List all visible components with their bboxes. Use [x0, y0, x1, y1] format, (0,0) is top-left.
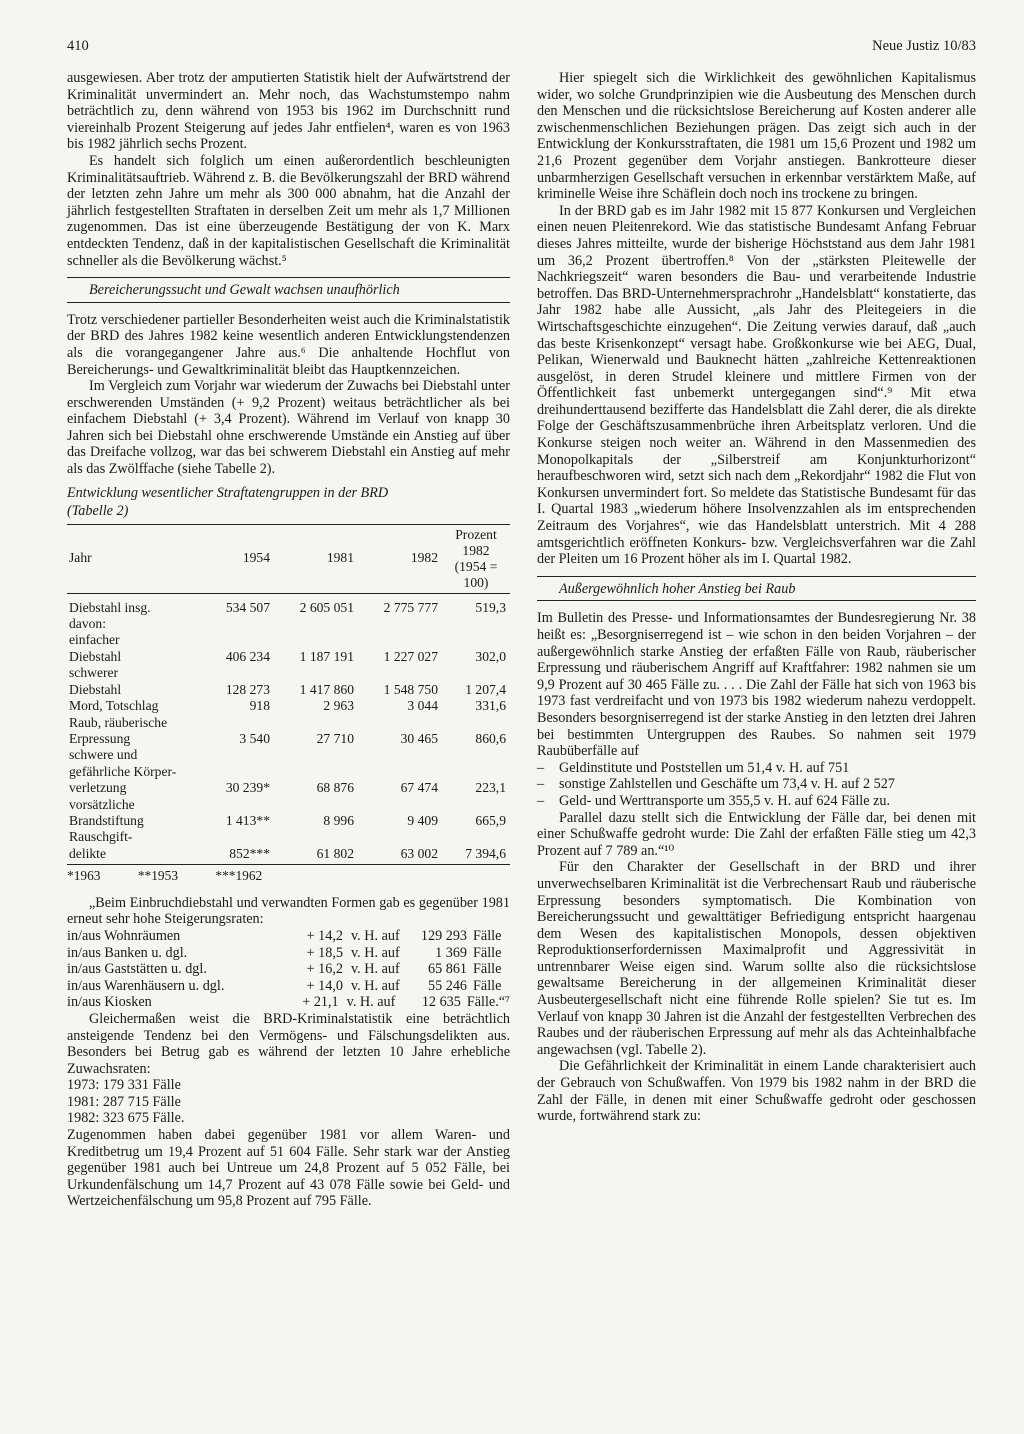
section-heading: Bereicherungssucht und Gewalt wachsen unaufhörlich — [89, 282, 400, 299]
table-cell — [184, 632, 274, 648]
table-row — [67, 829, 510, 845]
table-cell — [274, 632, 358, 648]
section-heading: Außergewöhnlich hoher Anstieg bei Raub — [559, 580, 796, 597]
paragraph: Hier spiegelt sich die Wirklichkeit des gewöhnlichen Kapitalismus wider, wo solche Grundprinzipien wie die Ausbeutung des Menschen durch den Menschen und die rücksichtslose Bereicherung auf Kosten anderer alle zwischenmenschlichen Beziehungen prägen. Das zeigt sich auch in der Entwicklung der Konkursstraftaten, die 1981 um 15,6 Prozent und 1982 um 21,6 Prozent gegenüber dem Vorjahr anstiegen. Bankrotteure dieser unbarmherzigen Gesellschaft versuchen in erkennbar verstärktem Maße, auf kriminelle Weise ihre Schäflein doch noch ins trockene zu bringen. — [537, 70, 976, 203]
table-footnote: *1963 — [67, 868, 101, 884]
list-item — [537, 793, 976, 810]
page-header — [67, 38, 976, 60]
table-cell: 9 409 — [407, 812, 438, 828]
rate-pct: + 21,1 — [302, 994, 339, 1011]
table-cell: 406 234 — [225, 648, 270, 664]
table-cell — [358, 715, 442, 731]
rate-unit: v. H. auf — [351, 927, 400, 944]
rate-cat: in/aus Wohnräumen — [67, 927, 181, 944]
table-cell: 30 465 — [400, 730, 438, 746]
table-cell: 67 474 — [400, 780, 438, 796]
table-row — [67, 797, 510, 813]
table-cell: 128 273 — [225, 681, 270, 697]
section-rule — [67, 302, 510, 303]
table-cell: 1 227 027 — [383, 648, 438, 664]
table-cell — [274, 829, 358, 845]
table-cell — [358, 829, 442, 845]
left-column — [67, 70, 510, 1210]
rate-unit: v. H. auf — [351, 944, 400, 961]
table-cell — [184, 829, 274, 845]
table-row — [67, 616, 510, 632]
table-cell: 8 996 — [323, 812, 354, 828]
row-label: vorsätzliche — [69, 796, 135, 812]
row-label: schwere und gefährliche Körper- — [69, 747, 177, 779]
table-cell: 918 — [249, 698, 270, 714]
table-header-row — [67, 524, 510, 593]
list-item-text: Geldinstitute und Poststellen um 51,4 v. H. auf 751 — [559, 759, 850, 776]
rate-cnt: 129 293 — [420, 927, 467, 944]
table-cell — [274, 616, 358, 632]
row-label: Diebstahl insg. — [69, 599, 151, 615]
table-cell: 1 413** — [225, 812, 270, 828]
right-column — [537, 70, 976, 1125]
table-cell: 665,9 — [475, 812, 506, 828]
rate-post: Fälle — [473, 961, 502, 978]
table-row — [67, 747, 510, 780]
table-row — [67, 632, 510, 648]
table-cell: 331,6 — [475, 698, 506, 714]
table-row — [67, 731, 510, 747]
rate-cat: in/aus Kiosken — [67, 994, 152, 1011]
table-cell: 68 876 — [316, 780, 354, 796]
paragraph: Für den Charakter der Gesellschaft in der BRD und ihrer unverwechselbaren Kriminalität ist die Verbrechensart Raub und räuberische Erpressung besonders symptomatisch. Die Kombination von Bereicherungssucht und gewalttätiger Befriedigung entspricht haargenau dem Wesen des kapitalistischen Monopols, dessen objektiven Reproduktionserfordernissen Maximalprofit und Aggressivität in untrennbarer Weise eigen sind. Warum sollte also die rücksichtslose gewaltsame Bereicherung in der allgemeinen Kriminalität dieser Ausbeutergesellschaft nicht eine führende Rolle spielen? Sie tut es. Im Verlauf von knapp 30 Jahren ist die Anzahl der festgestellten Verbrechen des Raubes und der räuberischen Erpressung auf mehr als das Achteinhalbfache angewachsen (vgl. Tabelle 2). — [537, 859, 976, 1058]
table-row — [67, 698, 510, 714]
table-cell: 519,3 — [475, 599, 506, 615]
rate-unit: v. H. auf — [351, 977, 400, 994]
column-header: 1981 — [274, 524, 358, 593]
table-cell — [442, 616, 510, 632]
fraud-list — [67, 1077, 510, 1127]
section-rule — [67, 277, 510, 278]
rate-post: Fälle — [473, 927, 502, 944]
paragraph: Im Vergleich zum Vorjahr war wiederum der Zuwachs bei Diebstahl unter erschwerenden Umständen (+ 9,2 Prozent) weitaus beträchtlicher als bei einfachem Diebstahl (+ 3,4 Prozent). Während im Verlauf von knapp 30 Jahren sich bei Diebstahl ohne erschwerende Umstände ein Anstieg auf über das Dreifache vollzog, war das bei schwerem Diebstahl ein Anstieg auf mehr als das Zwölffache (siehe Tabelle 2). — [67, 378, 510, 478]
rate-post: Fälle.“⁷ — [466, 994, 511, 1011]
table-cell — [358, 632, 442, 648]
row-label: Erpressung — [69, 730, 131, 746]
table-cell: 1 187 191 — [299, 648, 354, 664]
row-label: davon: — [69, 616, 106, 632]
table-cell — [274, 715, 358, 731]
rate-cat: in/aus Banken u. dgl. — [67, 944, 188, 961]
section-rule — [537, 576, 976, 577]
table-caption-number: (Tabelle 2) — [67, 502, 129, 519]
row-label: Raub, räuberische — [69, 714, 168, 730]
table-footnote: **1953 — [137, 868, 179, 884]
table-cell: 27 710 — [316, 730, 354, 746]
table-cell: 3 540 — [239, 730, 270, 746]
paragraph: Trotz verschiedener partieller Besonderheiten weist auch die Kriminalstatistik der BRD des Jahres 1982 keine wesentlich anderen Entwicklungstendenzen als die vorangegangener Jahre aus.⁶ Die anhaltende Hochflut von Bereicherungs- und Gewaltkriminalität bleibt das Hauptkennzeichen. — [67, 311, 510, 378]
rate-cat: in/aus Gaststätten u. dgl. — [67, 961, 207, 978]
table-cell — [442, 797, 510, 813]
table-row — [67, 813, 510, 829]
rate-unit: v. H. auf — [346, 994, 396, 1011]
paragraph: ausgewiesen. Aber trotz der amputierten Statistik hielt der Aufwärtstrend der Kriminalität unvermindert an. Mehr noch, das Wachstumstempo nahm beträchtlich zu, denn während von 1953 bis 1962 im Durchschnitt rund viereinhalb Prozent Steigerung auf jedes Jahr entfielen⁴, waren es von 1963 bis 1982 jährlich sechs Prozent. — [67, 70, 510, 153]
statistics-table — [67, 524, 510, 866]
row-label: schwerer — [69, 665, 119, 681]
table-cell: 1 548 750 — [383, 681, 438, 697]
table-footnotes — [67, 868, 510, 885]
dash-marker: – — [537, 776, 545, 793]
table-cell — [184, 616, 274, 632]
table-cell — [184, 797, 274, 813]
table-row — [67, 649, 510, 665]
paragraph: In der BRD gab es im Jahr 1982 mit 15 877 Konkursen und Vergleichen einen neuen Pleitenrekord. Wie das statistische Bundesamt Anfang Februar dieses Jahres mitteilte, wurde der bisherige Höchststand aus dem Jahr 1981 um 36,2 Prozent übertroffen.⁸ Von der „stärksten Pleitewelle der Nachkriegszeit“ waren besonders die Bau- und verarbeitende Industrie betroffen. Das BRD-Unternehmersprachrohr „Handelsblatt“ konstatierte, das Jahr 1982 habe alle Aussicht, „als Jahr des Pleitegeiers in die Wirtschaftsgeschichte einzugehen“. Die Zeitung verwies darauf, daß „auch das beste Krisenkonzept“ versagt habe. Großkonkurse wie bei AEG, Dual, Pelikan, Wienerwald und Bauknecht hätten „zahlreiche Kettenreaktionen ausgelöst, in deren Strudel kleinere und mittlere Firmen von der Öffentlichkeit fast unbemerkt untergegangen sind“.⁹ Mit etwa dreihunderttausend bezifferte das Handelsblatt die Zahl derer, die als direkte Folge der Geschäftszusammenbrüche ihren Arbeitsplatz verloren. Und die Konkurse steigen noch weiter an. Während in den Massenmedien des Monopolkapitals der „Silberstreif am Konjunkturhorizont“ heraufbeschworen wird, setzt sich nach dem „Rekordjahr“ 1982 die Flut von Konkursen unvermindert fort. So meldete das Statistische Bundesamt für das I. Quartal 1983 „wiederum höhere Insolvenzzahlen als im entsprechenden Zeitraum des Vorjahres“, wie das Handelsblatt unterstrich. Mit 4 288 amtsgerichtlich eröffneten Konkurs- bzw. Vergleichsverfahren war die Zahl der Pleiten um 16 Prozent höher als im I. Quartal 1982. — [537, 202, 976, 568]
table-cell — [442, 829, 510, 845]
rate-row — [67, 928, 510, 945]
row-label: Rauschgift- — [69, 829, 133, 845]
fraud-line: 1973: 179 331 Fälle — [67, 1077, 181, 1094]
rate-cnt: 55 246 — [427, 977, 467, 994]
table-cell: 534 507 — [225, 599, 270, 615]
robbery-list — [537, 760, 976, 810]
table-row — [67, 846, 510, 865]
list-item-text: sonstige Zahlstellen und Geschäfte um 73,4 v. H. auf 2 527 — [559, 776, 895, 793]
column-header: Jahr — [67, 524, 184, 593]
table-cell: 3 044 — [407, 698, 438, 714]
rate-pct: + 14,2 — [306, 927, 343, 944]
dash-marker: – — [537, 792, 545, 809]
rate-cnt: 12 635 — [421, 994, 461, 1011]
rate-row — [67, 961, 510, 978]
row-label: delikte — [67, 846, 184, 865]
burglary-rate-list — [67, 928, 510, 1011]
table-cell: 302,0 — [475, 648, 506, 664]
table-cell — [442, 715, 510, 731]
fraud-line: 1981: 287 715 Fälle — [67, 1093, 181, 1110]
list-item-text: Geld- und Werttransporte um 355,5 v. H. auf 624 Fälle zu. — [559, 792, 891, 809]
row-label: einfacher — [69, 632, 120, 648]
table-cell — [358, 665, 442, 681]
table-cell — [442, 665, 510, 681]
paragraph: Die Gefährlichkeit der Kriminalität in einem Lande charakterisiert auch der Gebrauch von Schußwaffen. Von 1979 bis 1982 nahm in der BRD die Zahl der Fälle, in denen mit einer Schußwaffe gedroht oder geschossen wurde, fortwährend stark zu: — [537, 1058, 976, 1125]
fraud-line: 1982: 323 675 Fälle. — [67, 1110, 185, 1127]
section-rule — [537, 600, 976, 601]
table-cell — [274, 797, 358, 813]
table-cell: 852*** — [184, 846, 274, 865]
table-row — [67, 780, 510, 796]
table-cell: 2 775 777 — [383, 599, 438, 615]
table-row — [67, 593, 510, 616]
column-header: 1982 — [358, 524, 442, 593]
rate-pct: + 16,2 — [306, 961, 343, 978]
list-item — [537, 776, 976, 793]
rate-row — [67, 945, 510, 962]
table-cell — [184, 665, 274, 681]
table-footnote: ***1962 — [215, 868, 263, 884]
rate-pct: + 14,0 — [306, 977, 343, 994]
paragraph: Es handelt sich folglich um einen außerordentlich beschleunigten Kriminalitätsauftrieb. Während z. B. die Bevölkerungszahl der BRD während der letzten zehn Jahre um mehr als 300 000 abnahm, hat die Anzahl der jährlich festgestellten Straftaten in derselben Zeit um mehr als 1,7 Millionen zugenommen. Das ist eine überzeugende Bestätigung der von K. Marx entdeckten Tendenz, daß in der kapitalistischen Gesellschaft die Kriminalität schneller als die Bevölkerung wächst.⁵ — [67, 152, 510, 269]
table-cell — [184, 715, 274, 731]
rate-cat: in/aus Warenhäusern u. dgl. — [67, 977, 225, 994]
rate-post: Fälle — [473, 977, 502, 994]
column-header: Prozent 1982 (1954 = 100) — [442, 524, 510, 593]
table-cell — [442, 632, 510, 648]
table-cell: 223,1 — [475, 780, 506, 796]
rate-cnt: 1 369 — [435, 944, 467, 961]
rate-post: Fälle — [473, 944, 502, 961]
table-cell — [442, 747, 510, 780]
table-cell: 1 417 860 — [299, 681, 354, 697]
table-cell — [358, 616, 442, 632]
table-caption-title: Entwicklung wesentlicher Straftatengruppen in der BRD — [67, 484, 389, 501]
paragraph: Zugenommen haben dabei gegenüber 1981 vor allem Waren- und Kreditbetrug um 19,4 Prozent auf 51 604 Fälle. Sehr stark war der Anstieg gegenüber 1981 auch bei Untreue um 24,8 Prozent auf 5 052 Fälle, bei Urkundenfälschung um 14,7 Prozent auf 43 078 Fälle sowie bei Geld- und Wertzeichenfälschung um 95,8 Prozent auf 795 Fälle. — [67, 1127, 510, 1210]
page-number: 410 — [67, 38, 89, 54]
table-cell: 860,6 — [475, 730, 506, 746]
table-cell — [184, 747, 274, 780]
table-cell: 61 802 — [274, 846, 358, 865]
table-cell — [274, 747, 358, 780]
paragraph: Im Bulletin des Presse- und Informationsamtes der Bundesregierung Nr. 38 heißt es: „Besorgniserregend ist – wie schon in den beiden Vorjahren – der außergewöhnlich starke Anstieg der erfaßten Fälle von Raub, räuberischer Erpressung und räuberischem Angriff auf Kraftfahrer: 1982 nahmen sie um 9,9 Prozent auf 30 465 Fälle zu. . . . Die Zahl der Fälle hat sich von 1963 bis 1973 fast verdreifacht und von 1973 bis 1982 wiederum nahezu verdoppelt. Besonders besorgniserregend ist der starke Anstieg in den letzten drei Jahren bei bestimmten Untergruppen des Raubes. So nahmen seit 1979 Raubüberfälle auf — [537, 610, 976, 760]
paragraph: Gleichermaßen weist die BRD-Kriminalstatistik eine beträchtlich ansteigende Tendenz bei den Vermögens- und Fälschungsdelikten aus. Besonders bei Betrug gab es während der letzten 10 Jahre erhebliche Zuwachsraten: — [67, 1010, 510, 1077]
rate-pct: + 18,5 — [306, 944, 343, 961]
paragraph: Parallel dazu stellt sich die Entwicklung der Fälle dar, bei denen mit einer Schußwaffe gedroht wurde: Die Zahl der erfaßten Fälle stieg um 42,3 Prozent auf 7 789 an.“¹⁰ — [537, 809, 976, 859]
table-row — [67, 715, 510, 731]
table-cell: 2 605 051 — [299, 599, 354, 615]
table-caption — [67, 484, 510, 520]
table-row — [67, 682, 510, 698]
row-label: verletzung — [69, 780, 127, 796]
table-cell: 63 002 — [358, 846, 442, 865]
table-cell — [358, 797, 442, 813]
table-cell: 30 239* — [225, 780, 270, 796]
column-header: 1954 — [184, 524, 274, 593]
table-cell: 1 207,4 — [465, 681, 506, 697]
table-row — [67, 665, 510, 681]
rate-cnt: 65 861 — [427, 961, 467, 978]
row-label: Brandstiftung — [69, 812, 144, 828]
rate-row — [67, 994, 510, 1011]
table-cell: 7 394,6 — [442, 846, 510, 865]
table-cell — [358, 747, 442, 780]
row-label: Diebstahl — [69, 681, 122, 697]
paragraph: „Beim Einbruchdiebstahl und verwandten Formen gab es gegenüber 1981 erneut sehr hohe Steigerungsraten: — [67, 894, 510, 928]
journal-issue: Neue Justiz 10/83 — [872, 38, 976, 54]
row-label: Diebstahl — [69, 648, 122, 664]
list-item — [537, 760, 976, 777]
table-cell: 2 963 — [323, 698, 354, 714]
rate-row — [67, 978, 510, 995]
table-cell — [274, 665, 358, 681]
row-label: Mord, Totschlag — [69, 698, 159, 714]
rate-unit: v. H. auf — [351, 961, 400, 978]
dash-marker: – — [537, 759, 545, 776]
